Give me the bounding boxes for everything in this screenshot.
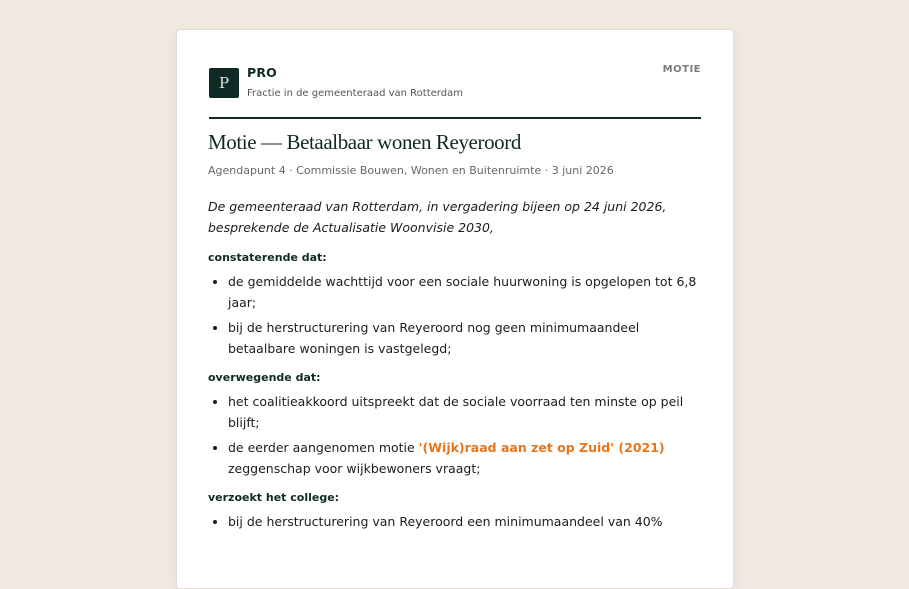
list-item: • het coalitieakkoord uitspreekt dat de sociale voorraad ten minste op peil blijft; <box>228 391 702 433</box>
party-logo: P <box>209 68 239 98</box>
section-label-verzoekt: verzoekt het college: <box>208 491 340 504</box>
list-item: • bij de herstructurering van Reyeroord nog geen minimumaandeel betaalbare woningen is vastgelegd; <box>228 317 702 359</box>
list-item <box>228 437 702 479</box>
list-item-text: de eerder aangenomen motie <box>228 440 419 455</box>
list-item: • bij de herstructurering van Reyeroord een minimumaandeel van 40% <box>228 511 702 532</box>
document-header <box>209 30 701 119</box>
motion-title: Motie — Betaalbaar wonen Reyeroord <box>208 130 521 154</box>
motion-intro: De gemeenteraad van Rotterdam, in vergadering bijeen op 24 juni 2026, besprekende de Actualisatie Woonvisie 2030, <box>208 199 667 235</box>
motion-body <box>208 196 702 542</box>
party-subtitle: Fractie in de gemeenteraad van Rotterdam <box>247 88 463 99</box>
list-item-text: zeggenschap voor wijkbewoners vraagt; <box>228 461 481 476</box>
section-label-overwegende: overwegende dat: <box>208 371 321 384</box>
overwegende-list <box>208 391 702 479</box>
section-label-constaterende: constaterende dat: <box>208 251 327 264</box>
document-type-label: MOTIE <box>662 64 701 75</box>
constaterende-list <box>208 271 702 359</box>
motion-meta: Agendapunt 4 · Commissie Bouwen, Wonen en Buitenruimte · 3 juni 2026 <box>208 164 614 177</box>
motion-reference-link[interactable]: '(Wijk)raad aan zet op Zuid' (2021) <box>418 440 665 455</box>
party-name: PRO <box>247 65 278 80</box>
verzoekt-list <box>208 511 702 532</box>
list-item: • de gemiddelde wachttijd voor een sociale huurwoning is opgelopen tot 6,8 jaar; <box>228 271 702 313</box>
